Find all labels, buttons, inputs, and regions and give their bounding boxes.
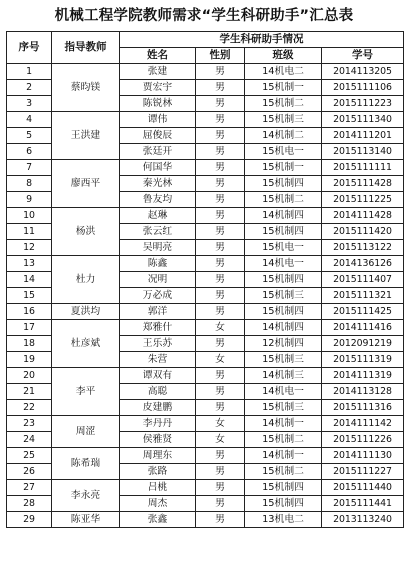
student-name: 朱营 bbox=[120, 352, 196, 368]
student-gender: 男 bbox=[196, 336, 245, 352]
table-row bbox=[7, 304, 404, 320]
student-id: 2015111316 bbox=[322, 400, 404, 416]
student-gender: 女 bbox=[196, 416, 245, 432]
row-index: 2 bbox=[7, 80, 52, 96]
student-gender: 男 bbox=[196, 80, 245, 96]
row-index: 25 bbox=[7, 448, 52, 464]
student-name: 屈俊辰 bbox=[120, 128, 196, 144]
table-body bbox=[7, 64, 404, 528]
student-id: 2015113122 bbox=[322, 240, 404, 256]
student-gender: 男 bbox=[196, 496, 245, 512]
row-index: 11 bbox=[7, 224, 52, 240]
row-index: 28 bbox=[7, 496, 52, 512]
teacher-name: 陈希瑞 bbox=[52, 448, 120, 480]
row-index: 9 bbox=[7, 192, 52, 208]
student-name: 周杰 bbox=[120, 496, 196, 512]
header-student-id: 学号 bbox=[322, 48, 404, 64]
teacher-name: 夏洪均 bbox=[52, 304, 120, 320]
student-name: 况明 bbox=[120, 272, 196, 288]
row-index: 1 bbox=[7, 64, 52, 80]
student-name: 何国华 bbox=[120, 160, 196, 176]
teacher-name: 李平 bbox=[52, 368, 120, 416]
student-class: 14机制一 bbox=[245, 448, 322, 464]
student-name: 鲁友均 bbox=[120, 192, 196, 208]
row-index: 26 bbox=[7, 464, 52, 480]
student-id: 2014111142 bbox=[322, 416, 404, 432]
student-id: 2015111227 bbox=[322, 464, 404, 480]
student-gender: 男 bbox=[196, 64, 245, 80]
student-class: 15机制一 bbox=[245, 80, 322, 96]
student-gender: 男 bbox=[196, 272, 245, 288]
student-gender: 男 bbox=[196, 464, 245, 480]
student-id: 2014113205 bbox=[322, 64, 404, 80]
student-id: 2014111416 bbox=[322, 320, 404, 336]
student-class: 14机制一 bbox=[245, 416, 322, 432]
student-gender: 男 bbox=[196, 480, 245, 496]
student-name: 陈锐林 bbox=[120, 96, 196, 112]
student-name: 赵琳 bbox=[120, 208, 196, 224]
student-name: 谭双有 bbox=[120, 368, 196, 384]
student-name: 王乐苏 bbox=[120, 336, 196, 352]
row-index: 6 bbox=[7, 144, 52, 160]
teacher-name: 杜彦斌 bbox=[52, 320, 120, 368]
student-class: 15机制三 bbox=[245, 352, 322, 368]
student-name: 李丹丹 bbox=[120, 416, 196, 432]
row-index: 15 bbox=[7, 288, 52, 304]
row-index: 13 bbox=[7, 256, 52, 272]
teacher-name: 廖西平 bbox=[52, 160, 120, 208]
student-class: 14机电一 bbox=[245, 384, 322, 400]
row-index: 10 bbox=[7, 208, 52, 224]
table-row bbox=[7, 320, 404, 336]
student-class: 15机制二 bbox=[245, 432, 322, 448]
student-class: 15机制四 bbox=[245, 176, 322, 192]
student-id: 2015111111 bbox=[322, 160, 404, 176]
row-index: 12 bbox=[7, 240, 52, 256]
student-id: 2015111428 bbox=[322, 176, 404, 192]
table-row bbox=[7, 112, 404, 128]
teacher-name: 李永亮 bbox=[52, 480, 120, 512]
row-index: 5 bbox=[7, 128, 52, 144]
student-id: 2013113240 bbox=[322, 512, 404, 528]
student-name: 郑雅什 bbox=[120, 320, 196, 336]
student-gender: 男 bbox=[196, 224, 245, 240]
header-teacher: 指导教师 bbox=[52, 32, 120, 64]
student-class: 14机电二 bbox=[245, 64, 322, 80]
student-class: 14机制三 bbox=[245, 368, 322, 384]
student-gender: 男 bbox=[196, 128, 245, 144]
student-class: 12机制四 bbox=[245, 336, 322, 352]
student-gender: 男 bbox=[196, 400, 245, 416]
student-class: 15机制四 bbox=[245, 272, 322, 288]
row-index: 16 bbox=[7, 304, 52, 320]
row-index: 27 bbox=[7, 480, 52, 496]
student-name: 陈鑫 bbox=[120, 256, 196, 272]
student-name: 皮建鹏 bbox=[120, 400, 196, 416]
table-row bbox=[7, 480, 404, 496]
student-gender: 男 bbox=[196, 384, 245, 400]
student-id: 2014136126 bbox=[322, 256, 404, 272]
teacher-name: 王洪建 bbox=[52, 112, 120, 160]
table-row bbox=[7, 160, 404, 176]
student-gender: 男 bbox=[196, 192, 245, 208]
student-name: 贾宏宇 bbox=[120, 80, 196, 96]
teacher-name: 周涩 bbox=[52, 416, 120, 448]
student-id: 2014113128 bbox=[322, 384, 404, 400]
student-name: 秦光林 bbox=[120, 176, 196, 192]
table-row bbox=[7, 368, 404, 384]
student-gender: 男 bbox=[196, 176, 245, 192]
student-id: 2015111226 bbox=[322, 432, 404, 448]
student-gender: 女 bbox=[196, 352, 245, 368]
student-id: 2015113140 bbox=[322, 144, 404, 160]
student-name: 周理东 bbox=[120, 448, 196, 464]
student-class: 15机制一 bbox=[245, 160, 322, 176]
student-id: 2015111340 bbox=[322, 112, 404, 128]
table-row bbox=[7, 416, 404, 432]
row-index: 7 bbox=[7, 160, 52, 176]
row-index: 22 bbox=[7, 400, 52, 416]
header-group: 学生科研助手情况 bbox=[120, 32, 404, 48]
table-row bbox=[7, 448, 404, 464]
student-class: 15机制二 bbox=[245, 192, 322, 208]
teacher-name: 杜力 bbox=[52, 256, 120, 304]
student-class: 15机制四 bbox=[245, 496, 322, 512]
row-index: 18 bbox=[7, 336, 52, 352]
student-name: 张廷开 bbox=[120, 144, 196, 160]
student-class: 15机电一 bbox=[245, 144, 322, 160]
student-id: 2014111428 bbox=[322, 208, 404, 224]
row-index: 8 bbox=[7, 176, 52, 192]
student-name: 吕桃 bbox=[120, 480, 196, 496]
row-index: 3 bbox=[7, 96, 52, 112]
student-name: 张路 bbox=[120, 464, 196, 480]
summary-table bbox=[6, 31, 404, 528]
header-name: 姓名 bbox=[120, 48, 196, 64]
row-index: 21 bbox=[7, 384, 52, 400]
student-name: 张云红 bbox=[120, 224, 196, 240]
student-class: 15机制二 bbox=[245, 96, 322, 112]
student-id: 2015111440 bbox=[322, 480, 404, 496]
row-index: 23 bbox=[7, 416, 52, 432]
student-gender: 男 bbox=[196, 512, 245, 528]
student-class: 15机制三 bbox=[245, 288, 322, 304]
table-row bbox=[7, 64, 404, 80]
student-gender: 男 bbox=[196, 448, 245, 464]
student-id: 2015111321 bbox=[322, 288, 404, 304]
student-gender: 女 bbox=[196, 432, 245, 448]
row-index: 19 bbox=[7, 352, 52, 368]
student-name: 侯雅贤 bbox=[120, 432, 196, 448]
student-class: 15机制四 bbox=[245, 224, 322, 240]
student-gender: 男 bbox=[196, 288, 245, 304]
student-gender: 男 bbox=[196, 240, 245, 256]
student-name: 万必成 bbox=[120, 288, 196, 304]
student-name: 郭洋 bbox=[120, 304, 196, 320]
student-class: 15机制三 bbox=[245, 400, 322, 416]
student-id: 2015111407 bbox=[322, 272, 404, 288]
page-title: 机械工程学院教师需求“学生科研助手”汇总表 bbox=[54, 8, 354, 24]
student-class: 14机制二 bbox=[245, 128, 322, 144]
teacher-name: 杨洪 bbox=[52, 208, 120, 256]
student-name: 谭伟 bbox=[120, 112, 196, 128]
table-row bbox=[7, 208, 404, 224]
student-id: 2015111106 bbox=[322, 80, 404, 96]
student-gender: 男 bbox=[196, 256, 245, 272]
student-id: 2015111441 bbox=[322, 496, 404, 512]
student-class: 15机制四 bbox=[245, 480, 322, 496]
teacher-name: 蔡昀镁 bbox=[52, 64, 120, 112]
header-gender: 性别 bbox=[196, 48, 245, 64]
header-class: 班级 bbox=[245, 48, 322, 64]
student-class: 13机电二 bbox=[245, 512, 322, 528]
table-row bbox=[7, 256, 404, 272]
student-class: 14机电一 bbox=[245, 256, 322, 272]
student-gender: 男 bbox=[196, 144, 245, 160]
row-index: 14 bbox=[7, 272, 52, 288]
student-class: 14机制四 bbox=[245, 320, 322, 336]
student-id: 2012091219 bbox=[322, 336, 404, 352]
student-class: 14机制四 bbox=[245, 208, 322, 224]
student-name: 张鑫 bbox=[120, 512, 196, 528]
row-index: 20 bbox=[7, 368, 52, 384]
student-gender: 男 bbox=[196, 368, 245, 384]
student-class: 15机制三 bbox=[245, 112, 322, 128]
header-index: 序号 bbox=[7, 32, 52, 64]
student-gender: 男 bbox=[196, 112, 245, 128]
student-class: 15机电一 bbox=[245, 240, 322, 256]
student-class: 15机制二 bbox=[245, 464, 322, 480]
student-id: 2014111319 bbox=[322, 368, 404, 384]
student-id: 2014111130 bbox=[322, 448, 404, 464]
student-name: 吴明亮 bbox=[120, 240, 196, 256]
row-index: 4 bbox=[7, 112, 52, 128]
student-id: 2015111225 bbox=[322, 192, 404, 208]
student-id: 2015111319 bbox=[322, 352, 404, 368]
student-gender: 男 bbox=[196, 304, 245, 320]
student-gender: 女 bbox=[196, 320, 245, 336]
row-index: 24 bbox=[7, 432, 52, 448]
student-name: 张建 bbox=[120, 64, 196, 80]
row-index: 17 bbox=[7, 320, 52, 336]
student-id: 2015111425 bbox=[322, 304, 404, 320]
student-gender: 男 bbox=[196, 160, 245, 176]
student-gender: 男 bbox=[196, 208, 245, 224]
student-name: 高聪 bbox=[120, 384, 196, 400]
student-id: 2014111201 bbox=[322, 128, 404, 144]
table-row bbox=[7, 512, 404, 528]
row-index: 29 bbox=[7, 512, 52, 528]
student-id: 2015111223 bbox=[322, 96, 404, 112]
teacher-name: 陈亚华 bbox=[52, 512, 120, 528]
student-id: 2015111420 bbox=[322, 224, 404, 240]
student-gender: 男 bbox=[196, 96, 245, 112]
student-class: 15机制四 bbox=[245, 304, 322, 320]
